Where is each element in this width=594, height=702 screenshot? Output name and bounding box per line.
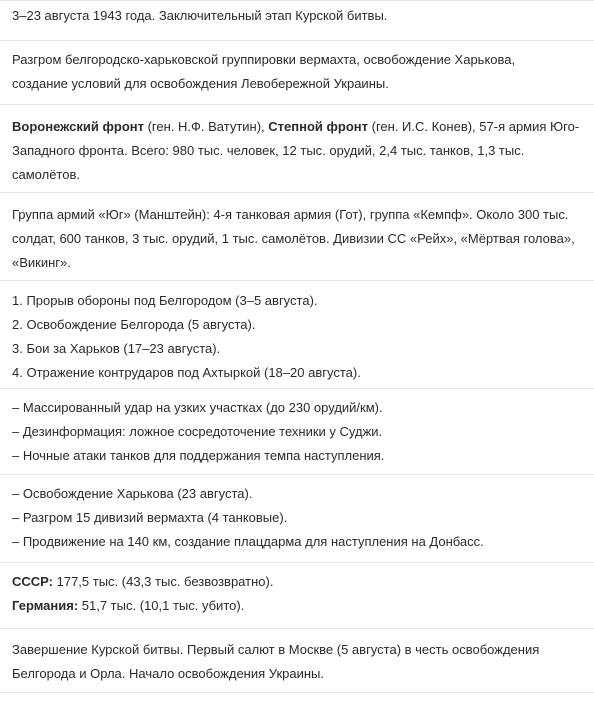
table-row-goal	[0, 41, 594, 105]
list-item: 1. Прорыв обороны под Белгородом (3–5 августа).	[12, 293, 318, 308]
losses-value-ussr: 177,5 тыс. (43,3 тыс. безвозвратно).	[53, 574, 274, 589]
list-item: 2. Освобождение Белгорода (5 августа).	[12, 317, 256, 332]
row-text-line: 3–23 августа 1943 года. Заключительный этап Курской битвы.	[12, 8, 388, 23]
country-label-germany: Германия:	[12, 598, 79, 613]
row-text-line: Группа армий «Юг» (Манштейн): 4-я танковая армия (Гот), группа «Кемпф». Около 300 тыс.	[12, 207, 569, 222]
row-text-line	[12, 594, 586, 618]
country-label-ussr: СССР:	[12, 574, 53, 589]
list-item: 3. Бои за Харьков (17–23 августа).	[12, 341, 221, 356]
front-name-voronezh: Воронежский фронт	[12, 119, 144, 134]
list-item: – Ночные атаки танков для поддержания темпа наступления.	[12, 448, 385, 463]
row-text-line: солдат, 600 танков, 3 тыс. орудий, 1 тыс. самолётов. Дивизии СС «Рейх», «Мёртвая голова»,	[12, 231, 575, 246]
row-text-line: Завершение Курской битвы. Первый салют в Москве (5 августа) в честь освобождения	[12, 642, 540, 657]
table-row-results	[0, 475, 594, 563]
row-text-line: Белгорода и Орла. Начало освобождения Украины.	[12, 666, 324, 681]
row-text-line: Западного фронта. Всего: 980 тыс. человек, 12 тыс. орудий, 2,4 тыс. танков, 1,3 тыс.	[12, 143, 525, 158]
table-row-stages	[0, 281, 594, 389]
row-text-line	[12, 115, 586, 139]
list-item: – Освобождение Харькова (23 августа).	[12, 486, 253, 501]
table-row-german-forces	[0, 193, 594, 281]
table-row-losses	[0, 563, 594, 629]
row-text-fragment: (ген. И.С. Конев), 57-я армия Юго-	[368, 119, 580, 134]
row-text-line: самолётов.	[12, 167, 80, 182]
losses-value-germany: 51,7 тыс. (10,1 тыс. убито).	[78, 598, 245, 613]
list-item: – Массированный удар на узких участках (до 230 орудий/км).	[12, 400, 383, 415]
list-item: 4. Отражение контрударов под Ахтыркой (18–20 августа).	[12, 365, 361, 380]
front-name-steppe: Степной фронт	[268, 119, 369, 134]
row-text-line: Разгром белгородско-харьковской группировки вермахта, освобождение Харькова,	[12, 52, 516, 67]
row-text-line	[12, 570, 586, 594]
row-text-line: создание условий для освобождения Левобережной Украины.	[12, 76, 389, 91]
table-row-tactics	[0, 389, 594, 475]
row-text-line: «Викинг».	[12, 255, 71, 270]
table-row-dates	[0, 1, 594, 41]
list-item: – Дезинформация: ложное сосредоточение техники у Суджи.	[12, 424, 383, 439]
row-text-fragment: (ген. Н.Ф. Ватутин),	[143, 119, 269, 134]
list-item: – Разгром 15 дивизий вермахта (4 танковые).	[12, 510, 288, 525]
list-item: – Продвижение на 140 км, создание плацдарма для наступления на Донбасс.	[12, 534, 484, 549]
table-row-soviet-forces	[0, 105, 594, 193]
table-row-significance	[0, 629, 594, 693]
